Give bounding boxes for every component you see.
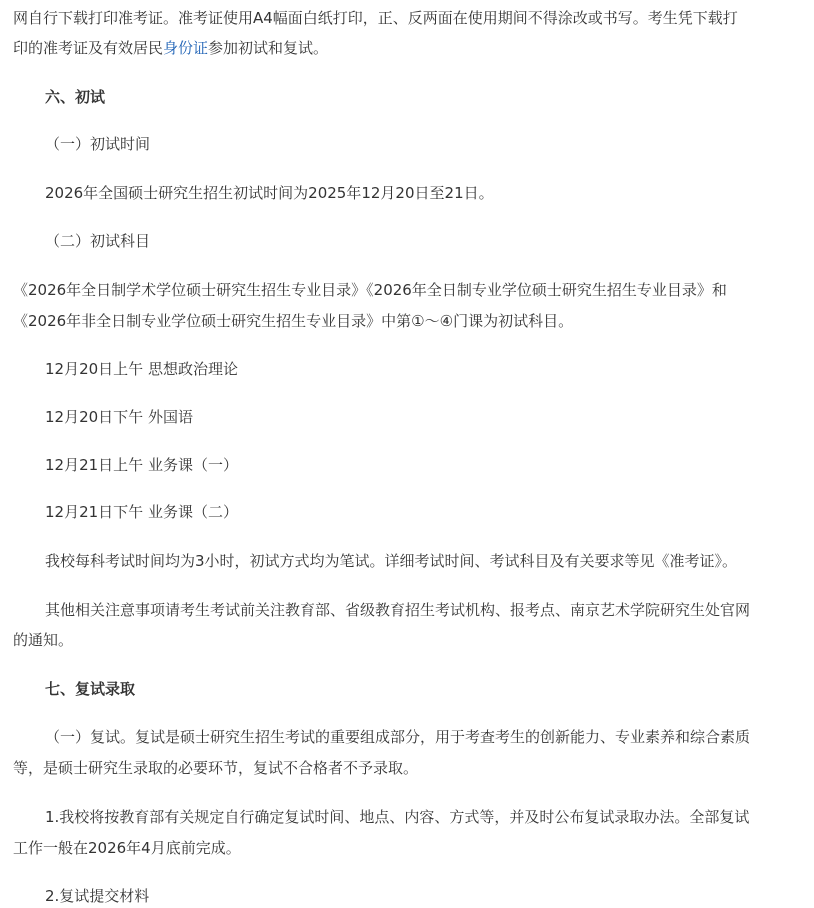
notice-text-line2: 的通知。 — [13, 631, 74, 649]
ticket-paragraph-line2 — [13, 38, 803, 58]
schedule-item: 12月21日上午 业务课（一） — [45, 456, 238, 474]
section-7-heading: 七、复试录取 — [45, 680, 136, 698]
item1-line2: 工作一般在2026年4月底前完成。 — [13, 839, 241, 857]
ticket-text-before: 印的准考证及有效居民 — [13, 39, 164, 57]
exam-time-subheading: （一）初试时间 — [45, 135, 151, 153]
id-card-link[interactable]: 身份证 — [163, 39, 209, 57]
catalog-text-line2: 《2026年非全日制专业学位硕士研究生招生专业目录》中第①～④门课为初试科目。 — [13, 312, 574, 330]
schedule-item: 12月20日下午 外国语 — [45, 408, 193, 426]
schedule-item: 12月21日下午 业务课（二） — [45, 503, 238, 521]
notice-text-line1: 其他相关注意事项请考生考试前关注教育部、省级教育招生考试机构、报考点、南京艺术学院研究生处官网 — [45, 601, 751, 619]
item1-line1: 1.我校将按教育部有关规定自行确定复试时间、地点、内容、方式等，并及时公布复试录取办法。全部复试 — [45, 808, 750, 826]
exam-subjects-subheading: （二）初试科目 — [45, 232, 151, 250]
catalog-text-line1: 《2026年全日制学术学位硕士研究生招生专业目录》《2026年全日制专业学位硕士研究生招生专业目录》和 — [13, 281, 727, 299]
ticket-paragraph-line1: 网自行下载打印准考证。准考证使用A4幅面白纸打印，正、反两面在使用期间不得涂改或书写。考生凭下载打 — [13, 9, 738, 27]
retest-intro-line2: 等，是硕士研究生录取的必要环节，复试不合格者不予录取。 — [13, 759, 419, 777]
schedule-item: 12月20日上午 思想政治理论 — [45, 360, 238, 378]
ticket-text-after: 参加初试和复试。 — [208, 39, 329, 57]
exam-time-text: 2026年全国硕士研究生招生初试时间为2025年12月20日至21日。 — [45, 184, 494, 202]
duration-text: 我校每科考试时间均为3小时，初试方式均为笔试。详细考试时间、考试科目及有关要求等见《准考证》。 — [45, 552, 738, 570]
retest-intro-line1: （一）复试。复试是硕士研究生招生考试的重要组成部分，用于考查考生的创新能力、专业素养和综合素质 — [45, 728, 751, 746]
section-6-heading: 六、初试 — [45, 88, 106, 106]
item2-heading: 2.复试提交材料 — [45, 887, 150, 905]
